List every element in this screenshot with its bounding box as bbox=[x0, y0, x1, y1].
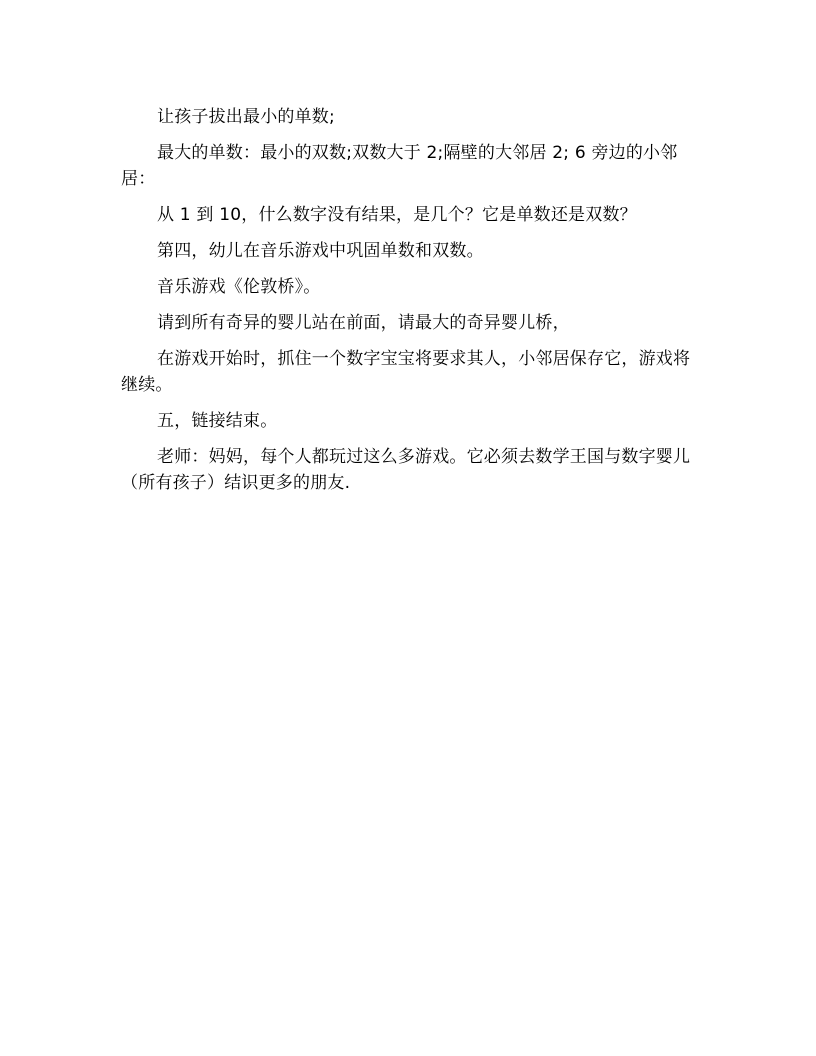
paragraph-7: 在游戏开始时，抓住一个数字宝宝将要求其人，小邻居保存它，游戏将继续。 bbox=[121, 349, 691, 395]
paragraph-4: 第四，幼儿在音乐游戏中巩固单数和双数。 bbox=[157, 241, 484, 261]
paragraph-2: 最大的单数：最小的双数;双数大于 2;隔壁的大邻居 2; 6 旁边的小邻居： bbox=[121, 143, 678, 189]
paragraph-9: 老师：妈妈，每个人都玩过这么多游戏。它必须去数学王国与数字婴儿（所有孩子）结识更多的朋友. bbox=[121, 447, 691, 493]
paragraph-6: 请到所有奇异的婴儿站在前面，请最大的奇异婴儿桥， bbox=[157, 313, 570, 333]
paragraph-1: 让孩子拔出最小的单数; bbox=[157, 107, 335, 127]
paragraph-3: 从 1 到 10，什么数字没有结果，是几个？它是单数还是双数？ bbox=[157, 205, 637, 225]
paragraph-5: 音乐游戏《伦敦桥》。 bbox=[157, 277, 321, 297]
document-body bbox=[121, 104, 701, 506]
paragraph-8: 五，链接结束。 bbox=[157, 411, 278, 431]
